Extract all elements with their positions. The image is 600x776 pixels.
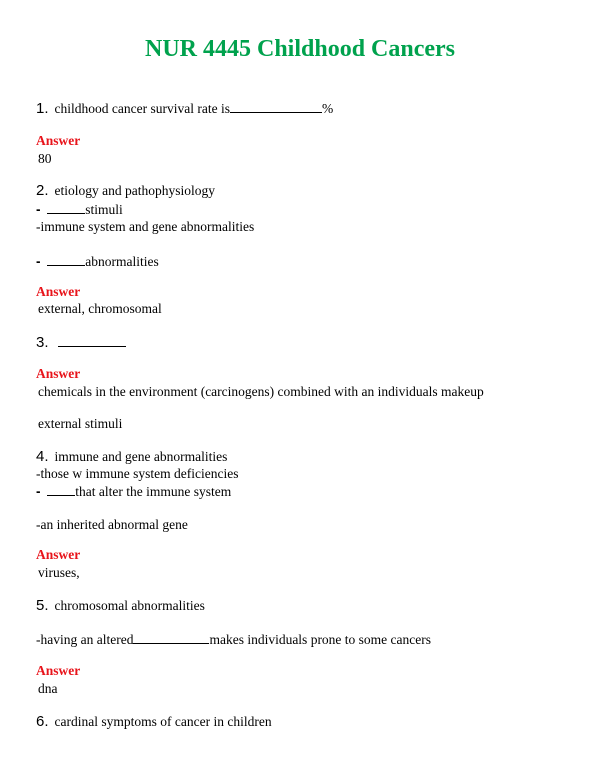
answer-blank <box>47 253 85 266</box>
answer-text: external stimuli <box>38 416 123 431</box>
answer-text: dna <box>38 681 58 696</box>
question-line <box>36 201 123 218</box>
line-text: makes individuals prone to some cancers <box>209 632 432 647</box>
question-2 <box>36 182 215 199</box>
question-text: childhood cancer survival rate is <box>54 101 230 116</box>
question-text: chromosomal abnormalities <box>54 598 205 613</box>
question-number: 1. <box>36 100 49 117</box>
answer-text: chemicals in the environment (carcinogens) combined with an individuals makeup <box>38 384 484 399</box>
answer-label: Answer <box>36 547 81 562</box>
dash-marker: - <box>36 202 41 217</box>
question-line <box>36 483 231 500</box>
question-1 <box>36 100 333 117</box>
question-text: immune and gene abnormalities <box>54 449 228 464</box>
question-3 <box>36 334 126 351</box>
question-text: etiology and pathophysiology <box>54 183 215 198</box>
dash-marker: - <box>36 484 41 499</box>
dash-marker: - <box>36 254 41 269</box>
question-number: 5. <box>36 597 49 614</box>
question-6 <box>36 713 272 730</box>
answer-label: Answer <box>36 284 81 299</box>
question-number: 3. <box>36 334 49 351</box>
question-number: 2. <box>36 182 49 199</box>
line-text: abnormalities <box>85 254 159 269</box>
answer-blank <box>47 483 75 496</box>
question-4 <box>36 448 227 465</box>
question-number: 6. <box>36 713 49 730</box>
question-line: -those w immune system deficiencies <box>36 466 239 481</box>
answer-text: 80 <box>38 151 52 166</box>
answer-blank <box>47 201 85 214</box>
question-5 <box>36 597 205 614</box>
document-title: NUR 4445 Childhood Cancers <box>144 36 456 62</box>
line-text: stimuli <box>85 202 123 217</box>
question-text-suffix: % <box>321 101 334 116</box>
answer-blank <box>133 631 209 644</box>
question-text: cardinal symptoms of cancer in children <box>54 714 272 729</box>
answer-text: external, chromosomal <box>38 301 162 316</box>
answer-text: viruses, <box>38 565 80 580</box>
answer-blank <box>230 100 322 113</box>
question-line <box>36 631 431 648</box>
answer-label: Answer <box>36 133 81 148</box>
line-text: -having an altered <box>36 632 134 647</box>
question-line: -immune system and gene abnormalities <box>36 219 255 234</box>
answer-blank <box>58 334 126 347</box>
question-line: -an inherited abnormal gene <box>36 517 188 532</box>
answer-label: Answer <box>36 663 81 678</box>
line-text: that alter the immune system <box>75 484 232 499</box>
question-line <box>36 253 159 270</box>
answer-label: Answer <box>36 366 81 381</box>
question-number: 4. <box>36 448 49 465</box>
